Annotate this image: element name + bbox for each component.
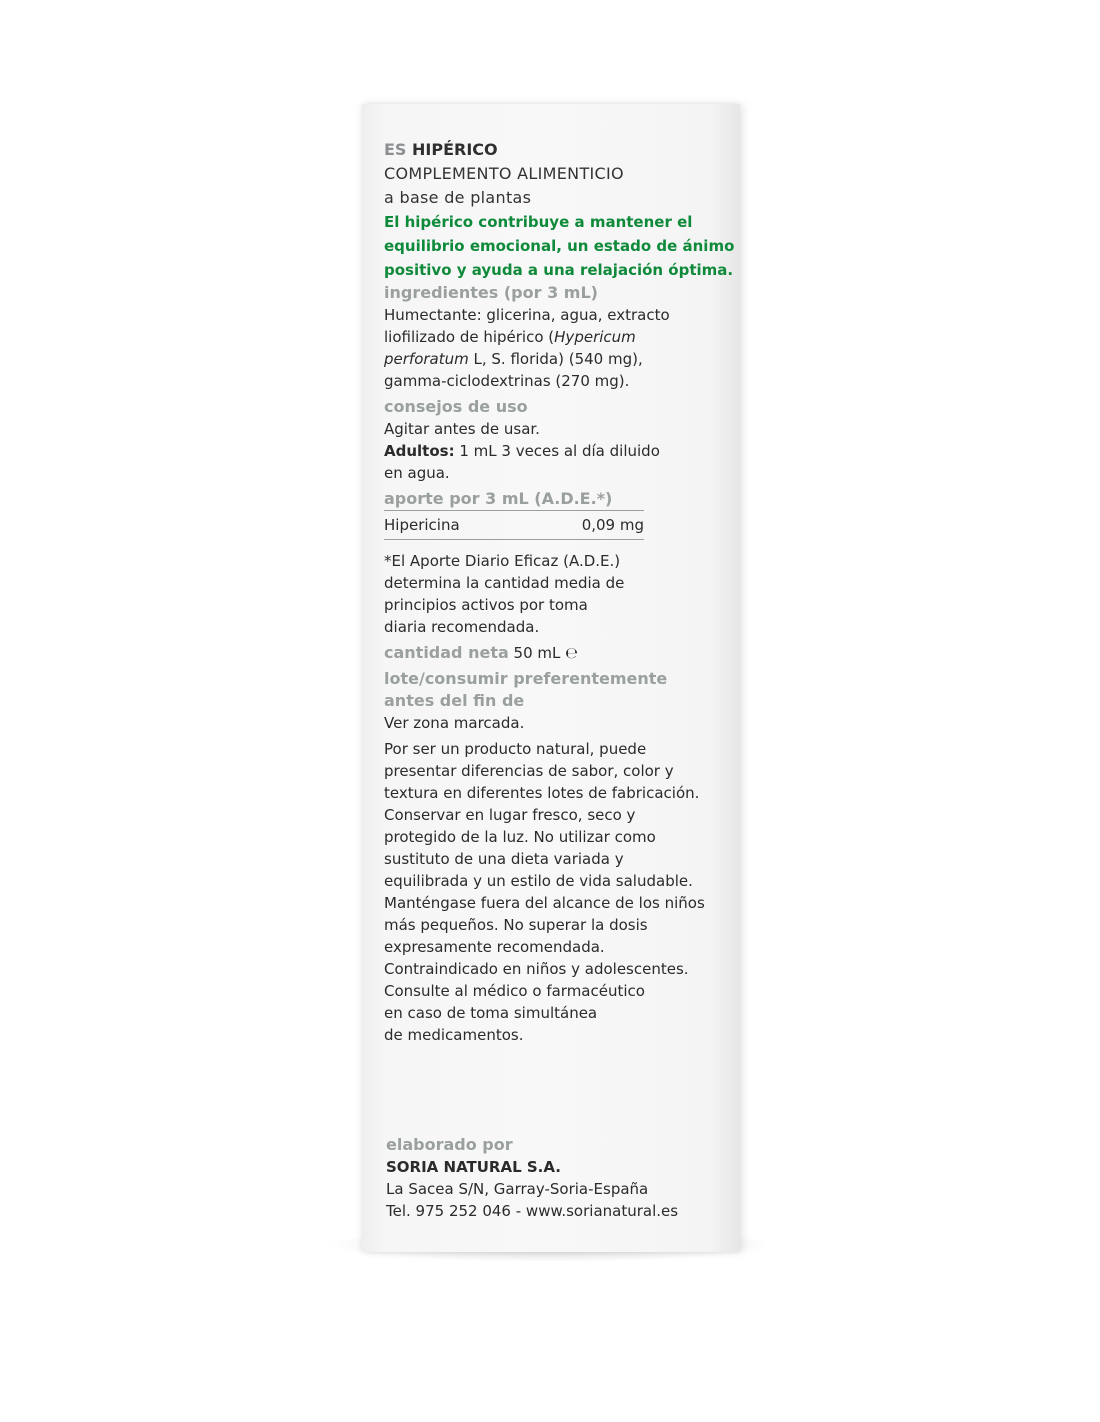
net-quantity <box>384 642 734 664</box>
manufacturer-address: La Sacea S/N, Garray-Soria-España <box>386 1180 649 1198</box>
net-quantity-value: 50 mL <box>513 644 561 662</box>
warning-line: protegido de la luz. No utilizar como <box>384 828 656 846</box>
health-claim-line: El hipérico contribuye a mantener el <box>384 213 693 231</box>
e-mark-icon: ℮ <box>565 644 578 662</box>
nutrient-name: Hipericina <box>384 516 460 534</box>
warning-line: más pequeños. No superar la dosis <box>384 916 648 934</box>
ingredients-text: liofilizado de hipérico ( <box>384 328 555 346</box>
net-quantity-label: cantidad neta <box>384 643 509 662</box>
ingredients-text: L, S. florida) (540 mg), <box>468 350 643 368</box>
product-category: COMPLEMENTO ALIMENTICIO <box>384 164 624 183</box>
ingredients-line: Humectante: glicerina, agua, extracto <box>384 306 670 324</box>
usage-line: Agitar antes de usar. <box>384 420 540 438</box>
lot-heading: antes del fin de <box>384 691 525 710</box>
manufacturer-contact: Tel. 975 252 046 - www.sorianatural.es <box>386 1202 679 1220</box>
table-rule <box>384 539 644 540</box>
language-code: ES <box>384 140 407 159</box>
warning-line: expresamente recomendada. <box>384 938 605 956</box>
adults-label: Adultos: <box>384 442 455 460</box>
ingredients-line: gamma-ciclodextrinas (270 mg). <box>384 372 630 390</box>
contribution-heading: aporte por 3 mL (A.D.E.*) <box>384 489 613 508</box>
ade-note-line: *El Aporte Diario Eficaz (A.D.E.) <box>384 552 621 570</box>
latin-name: perforatum <box>384 350 469 368</box>
usage-line <box>384 440 734 462</box>
warning-line: textura en diferentes lotes de fabricación. <box>384 784 700 802</box>
lot-heading: lote/consumir preferentemente <box>384 669 668 688</box>
warning-line: Conservar en lugar fresco, seco y <box>384 806 636 824</box>
ade-note-line: determina la cantidad media de <box>384 574 625 592</box>
usage-line: en agua. <box>384 464 450 482</box>
warning-line: Consulte al médico o farmacéutico <box>384 982 645 1000</box>
usage-text: 1 mL 3 veces al día diluido <box>454 442 660 460</box>
product-subcategory: a base de plantas <box>384 188 532 207</box>
warning-line: equilibrada y un estilo de vida saludable. <box>384 872 693 890</box>
warning-line: de medicamentos. <box>384 1026 524 1044</box>
ingredients-line <box>384 326 734 348</box>
manufacturer-heading: elaborado por <box>386 1135 513 1154</box>
warning-line: Manténgase fuera del alcance de los niños <box>384 894 705 912</box>
nutrient-value: 0,09 mg <box>581 516 644 534</box>
health-claim-line: equilibrio emocional, un estado de ánimo <box>384 237 735 255</box>
latin-name: Hypericum <box>554 328 636 346</box>
warning-line: presentar diferencias de sabor, color y <box>384 762 674 780</box>
health-claim-line: positivo y ayuda a una relajación óptima. <box>384 261 734 279</box>
warning-line: Por ser un producto natural, puede <box>384 740 647 758</box>
warning-line: Contraindicado en niños y adolescentes. <box>384 960 689 978</box>
manufacturer-name: SORIA NATURAL S.A. <box>386 1158 561 1176</box>
ingredients-heading: ingredientes (por 3 mL) <box>384 283 598 302</box>
usage-heading: consejos de uso <box>384 397 528 416</box>
ade-note-line: principios activos por toma <box>384 596 588 614</box>
ingredients-line <box>384 348 734 370</box>
product-title <box>384 138 734 162</box>
label-content <box>384 138 734 1046</box>
product-name: HIPÉRICO <box>412 140 498 159</box>
warning-line: sustituto de una dieta variada y <box>384 850 624 868</box>
warning-line: en caso de toma simultánea <box>384 1004 598 1022</box>
table-row <box>384 511 644 539</box>
warnings-block <box>384 738 734 1046</box>
manufacturer-block <box>386 1134 726 1222</box>
ade-note-line: diaria recomendada. <box>384 618 540 636</box>
lot-text: Ver zona marcada. <box>384 714 525 732</box>
contribution-table <box>384 488 644 540</box>
